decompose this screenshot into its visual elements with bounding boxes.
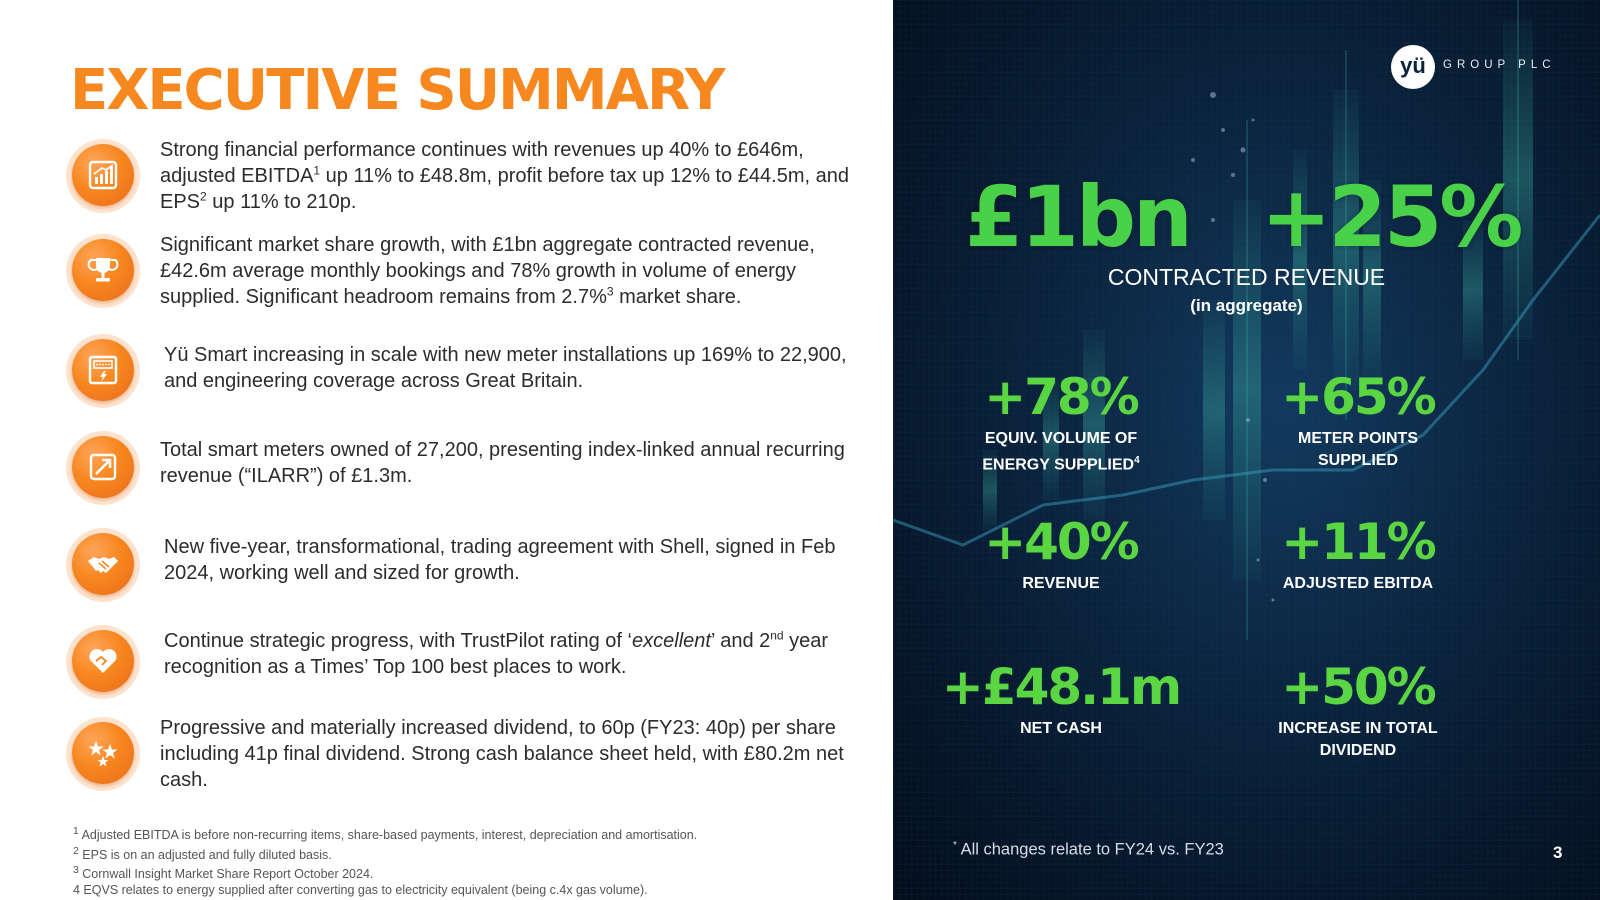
page-title: EXECUTIVE SUMMARY <box>70 58 724 123</box>
footnote: 4 EQVS relates to energy supplied after converting gas to electricity equivalent (being c.4x gas volume). <box>73 882 648 897</box>
stat-label-ebitda: ADJUSTED EBITDA <box>1282 575 1434 592</box>
stat-value-revenue: +40% <box>984 513 1138 571</box>
kpi-panel <box>893 0 1600 900</box>
bar-chart-icon <box>72 144 134 206</box>
hero-label: CONTRACTED REVENUE <box>1107 264 1386 290</box>
summary-item-smart <box>66 332 866 412</box>
footnote: $^1$ Adjusted EBITDA is before non-recurring items, share-based payments, interest, depreciation and amortisation. <box>73 826 698 843</box>
changes-note: * All changes relate to FY24 vs. FY23 <box>953 840 1224 859</box>
smart-meter-icon <box>72 339 134 401</box>
summary-item-meters <box>66 429 866 509</box>
summary-item-text: Total smart meters owned of 27,200, presenting index-linked annual recurring revenue (“ILARR”) of £1.3m. <box>160 439 845 487</box>
stat-label-revenue: REVENUE <box>1022 575 1100 592</box>
stat-label-meter-points: METER POINTS SUPPLIED <box>1297 430 1418 469</box>
summary-item-strategic <box>66 623 866 703</box>
summary-item-text: Strong financial performance continues with revenues up 40% to £646m, adjusted EBITDA$^1$ up 11% to £48.8m, profit before tax up 12% to £44.5m, and EPS$^2$ up 11% to 210p. <box>160 139 849 213</box>
summary-item-dividend <box>66 715 866 795</box>
stat-value-ebitda: +11% <box>1281 513 1435 571</box>
stat-label-volume: EQUIV. VOLUME OF ENERGY SUPPLIED$^4$ <box>982 430 1140 474</box>
heart-hand-icon <box>72 630 134 692</box>
summary-item-text: New five-year, transformational, trading agreement with Shell, signed in Feb 2024, working well and sized for growth. <box>164 536 836 584</box>
footnote: $^2$ EPS is on an adjusted and fully diluted basis. <box>73 845 332 862</box>
expand-arrow-icon <box>72 436 134 498</box>
summary-item-text: Yü Smart increasing in scale with new meter installations up 169% to 22,900, and engineering coverage across Great Britain. <box>164 344 847 392</box>
stat-value-net-cash: +£48.1m <box>941 658 1181 716</box>
stat-value-meter-points: +65% <box>1281 368 1435 426</box>
summary-item-text: Continue strategic progress, with TrustPilot rating of ‘excellent’ and 2nd year recognition as a Times’ Top 100 best places to work. <box>164 628 829 678</box>
footnotes <box>73 824 697 898</box>
page-number: 3 <box>1553 843 1563 862</box>
summary-item-text: Significant market share growth, with £1bn aggregate contracted revenue, £42.6m average monthly bookings and 78% growth in volume of energy supplied. Significant headroom remains from 2.7%$^3$ market share. <box>160 234 815 308</box>
hero-value-growth: +25% <box>1261 168 1521 266</box>
stat-value-dividend: +50% <box>1281 658 1435 716</box>
summary-item-financial <box>66 137 866 217</box>
summary-item-shell <box>66 526 866 606</box>
trophy-icon <box>72 239 134 301</box>
hero-value-contracted: £1bn <box>965 168 1190 266</box>
footnote: $^3$ Cornwall Insight Market Share Report October 2024. <box>73 865 374 882</box>
stat-label-dividend: INCREASE IN TOTAL DIVIDEND <box>1278 720 1438 759</box>
logo-mark: yü <box>1391 45 1435 89</box>
stat-label-net-cash: NET CASH <box>1020 720 1102 737</box>
summary-item-text: Progressive and materially increased dividend, to 60p (FY23: 40p) per share including 41p final dividend. Strong cash balance sheet held, with £80.2m net cash. <box>160 717 844 791</box>
handshake-icon <box>72 533 134 595</box>
stars-icon <box>72 722 134 784</box>
stat-value-volume: +78% <box>984 368 1138 426</box>
hero-sublabel: (in aggregate) <box>1190 296 1303 315</box>
summary-item-market-share <box>66 232 866 312</box>
logo-text: GROUP PLC <box>1443 59 1556 71</box>
